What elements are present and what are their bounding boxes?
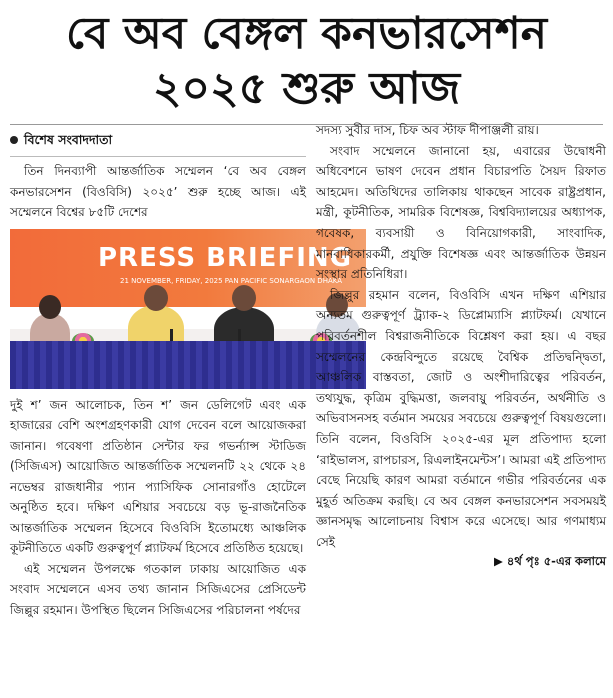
- article-paragraph: তিন দিনব্যাপী আন্তর্জাতিক সম্মেলন ‘বে অব বেঙ্গল কনভারসেশন (বিওবিসি) ২০২৫’ শুরু হচ্ছে আজ। এই সম্মেলনে বিশ্বের ৮৫টি দেশের: [10, 164, 306, 219]
- continued-note: ▶ ৪র্থ পৃঃ ৫-এর কলামে: [494, 554, 606, 569]
- photo-banner-subtitle: 21 NOVEMBER, FRIDAY, 2025 PAN PACIFIC SONARGAON DHAKA: [120, 276, 342, 285]
- headline: [0, 6, 613, 116]
- photo-person-head: [232, 285, 256, 311]
- headline-line-2: ২০২৫ শুরু আজ: [152, 63, 461, 114]
- article-paragraph: জিল্লুর রহমান বলেন, বিওবিসি এখন দক্ষিণ এশিয়ার অন্যতম গুরুত্বপূর্ণ ট্র্যাক-২ ডিপ্লোম্যাসি প্ল্যাটফর্ম। যেখানে পরিবর্তনশীল বিশ্বরাজনীতিকে বিশ্লেষণ করা হয়। এ বছর সম্মেলনের কেন্দ্রবিন্দুতে রয়েছে বৈশ্বিক প্রতিদ্বন্দ্বিতা, আঞ্চলিক বাস্তবতা, জোট ও অংশীদারিত্বের পরিবর্তন, তথ্যযুদ্ধ, কৃত্রিম বুদ্ধিমত্তা, জলবায়ু পরিবর্তন, অর্থনীতি ও অভিবাসনসহ বর্তমান সময়ের সবচেয়ে গুরুত্বপূর্ণ বিষয়গুলো। তিনি বলেন, বিওবিসি ২০২৫-এর মূল প্রতিপাদ্য হলো ‘রাইভালস, রাপচারস, রিএলাইনমেন্টস’। আমরা এই প্রতিপাদ্য বেছে নিয়েছি কারণ আমরা বর্তমানে গভীর পরিবর্তনের এক মুহূর্ত অতিক্রম করছি। বে অব বেঙ্গল কনভারসেশন সবসময়ই জ্ঞানসমৃদ্ধ আলোচনায় বিশ্বাস করে এসেছে। আর গণমাধ্যম সেই: [316, 287, 606, 549]
- photo-banner-title: PRESS BRIEFING: [98, 242, 352, 273]
- article-paragraph: দুই শ’ জন আলোচক, তিন শ’ জন ডেলিগেট এবং এক হাজারের বেশি অংশগ্রহণকারী যোগ দেবেন বলে আয়োজকরা জানান। গবেষণা প্রতিষ্ঠান সেন্টার ফর গভর্ন্যান্স স্টাডিজ (সিজিএস) আয়োজিত আন্তর্জাতিক সম্মেলনটি ২২ থেকে ২৪ নভেম্বর রাজধানীর প্যান প্যাসিফিক সোনারগাঁও হোটেলে অনুষ্ঠিত হবে। দক্ষিণ এশিয়ার সবচেয়ে বড় ভূ-রাজনৈতিক আন্তর্জাতিক সম্মেলন হিসেবে বিওবিসি ইতোমধ্যে আঞ্চলিক কূটনীতিতে একটি গুরুত্বপূর্ণ প্ল্যাটফর্ম হিসেবে প্রতিষ্ঠিত হয়েছে।: [10, 397, 306, 555]
- byline-divider: [10, 156, 306, 157]
- left-column: [10, 130, 352, 620]
- photo-person-head: [144, 285, 168, 311]
- press-briefing-photo: [10, 229, 366, 389]
- right-column: [316, 120, 606, 570]
- headline-line-1: বে অব বেঙ্গল কনভারসেশন: [65, 8, 548, 59]
- byline: [10, 130, 306, 150]
- photo-person-head: [39, 295, 61, 319]
- article-paragraph: এই সম্মেলন উপলক্ষে গতকাল ঢাকায় আয়োজিত এক সংবাদ সম্মেলনে এসব তথ্য জানান সিজিএসের প্রেসিডেন্ট জিল্লুর রহমান। উপস্থিত ছিলেন সিজিএসের পরিচালনা পর্ষদের: [10, 561, 306, 617]
- article-paragraph: সংবাদ সম্মেলনে জানানো হয়, এবারের উদ্বোধনী অধিবেশনে ভাষণ দেবেন প্রধান বিচারপতি সৈয়দ রিফাত আহমেদ। অতিথিদের তালিকায় থাকছেন সাবেক রাষ্ট্রপ্রধান, মন্ত্রী, কূটনীতিক, সামরিক বিশেষজ্ঞ, বিশ্ববিদ্যালয়ের অধ্যাপক, গবেষক, ব্যবসায়ী ও বিনিয়োগকারী, সাংবাদিক, মানবাধিকারকর্মী, প্রযুক্তি বিশেষজ্ঞ এবং আন্তর্জাতিক উন্নয়ন সংস্থার প্রতিনিধিরা।: [316, 143, 606, 282]
- byline-text: বিশেষ সংবাদদাতা: [24, 132, 113, 147]
- article-paragraph: সদস্য সুবীর দাস, চিফ অব স্টাফ দীপাঞ্জলী রায়।: [316, 123, 539, 137]
- photo-table-cloth: [10, 341, 366, 389]
- bullet-icon: [10, 136, 18, 144]
